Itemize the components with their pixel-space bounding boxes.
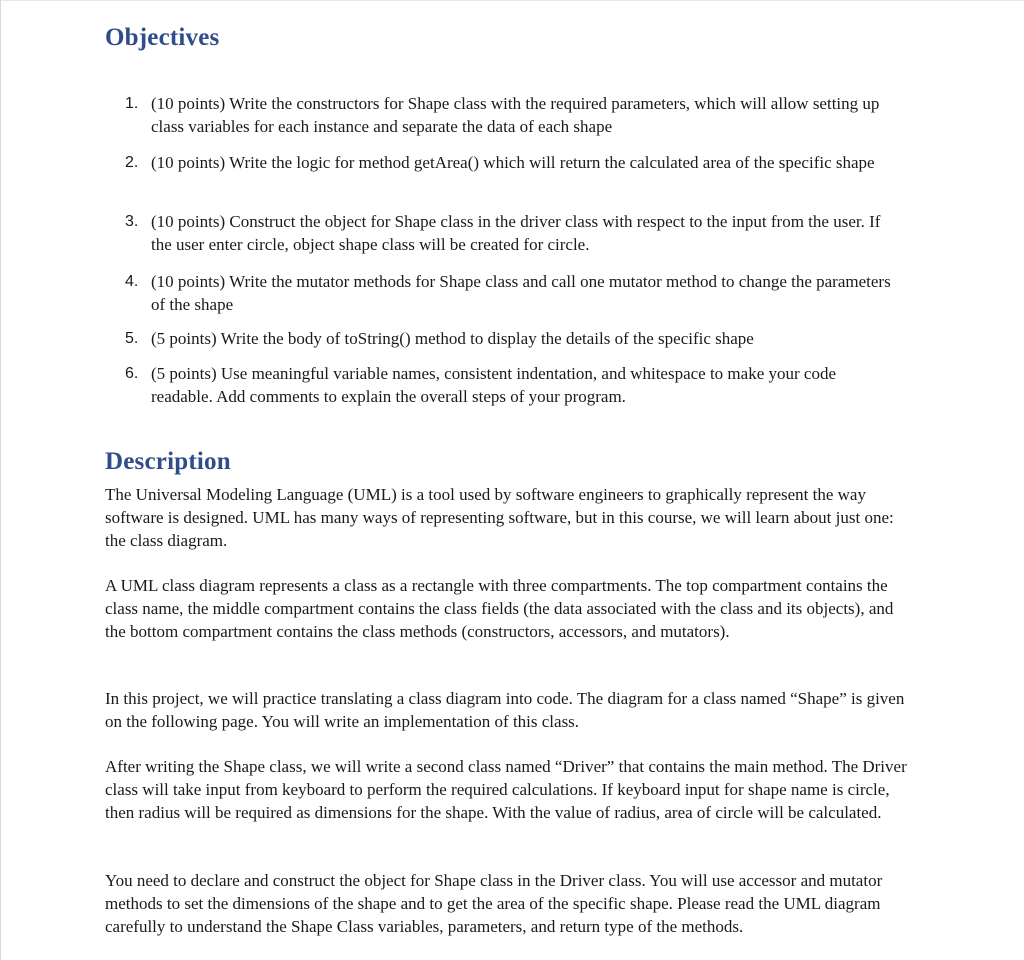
description-paragraph-4: After writing the Shape class, we will write a second class named “Driver” that contains the main method. The Driver class will take input from keyboard to perform the required calculations. If keyboard input for shape name is circle, then radius will be required as dimensions for the shape. With the value of radius, area of circle will be calculated. [105, 757, 907, 822]
objective-number: 4. [125, 273, 139, 290]
objective-text: (5 points) Write the body of toString() method to display the details of the specific shape [151, 329, 754, 348]
objectives-heading: Objectives [105, 24, 220, 51]
description-paragraph-3: In this project, we will practice translating a class diagram into code. The diagram for a class named “Shape” is given on the following page. You will write an implementation of this class. [105, 689, 905, 731]
objective-number: 1. [125, 95, 139, 112]
description-paragraph-2: A UML class diagram represents a class as a rectangle with three compartments. The top compartment contains the class name, the middle compartment contains the class fields (the data associated with the class and its objects), and the bottom compartment contains the class methods (constructors, accessors, and mutators). [105, 576, 894, 641]
objective-text: (10 points) Write the constructors for Shape class with the required parameters, which will allow setting up class variables for each instance and separate the data of each shape [151, 94, 880, 136]
objectives-list [109, 92, 899, 408]
objective-number: 6. [125, 365, 139, 382]
objective-text: (10 points) Construct the object for Shape class in the driver class with respect to the input from the user. If the user enter circle, object shape class will be created for circle. [151, 212, 881, 254]
objective-text: (5 points) Use meaningful variable names, consistent indentation, and whitespace to make your code readable. Add comments to explain the overall steps of your program. [151, 364, 836, 406]
top-border [1, 0, 1024, 1]
objective-number: 3. [125, 213, 139, 230]
objective-text: (10 points) Write the mutator methods for Shape class and call one mutator method to change the parameters of the shape [151, 272, 891, 314]
objective-item-2 [109, 151, 899, 210]
objective-item-4 [109, 270, 899, 327]
description-paragraph-1: The Universal Modeling Language (UML) is a tool used by software engineers to graphically represent the way software is designed. UML has many ways of representing software, but in this course, we will learn about just one: the class diagram. [105, 485, 894, 550]
description-heading: Description [105, 448, 231, 475]
objective-item-1 [109, 92, 899, 151]
objective-number: 2. [125, 154, 139, 171]
objective-text: (10 points) Write the logic for method getArea() which will return the calculated area of the specific shape [151, 153, 875, 172]
objective-item-3 [109, 210, 899, 270]
objective-item-6 [109, 362, 899, 408]
objective-number: 5. [125, 330, 139, 347]
description-paragraph-5: You need to declare and construct the object for Shape class in the Driver class. You will use accessor and mutator methods to set the dimensions of the shape and to get the area of the specific shape. Please read the UML diagram carefully to understand the Shape Class variables, parameters, and return type of the methods. [105, 871, 883, 936]
objective-item-5 [109, 327, 899, 362]
